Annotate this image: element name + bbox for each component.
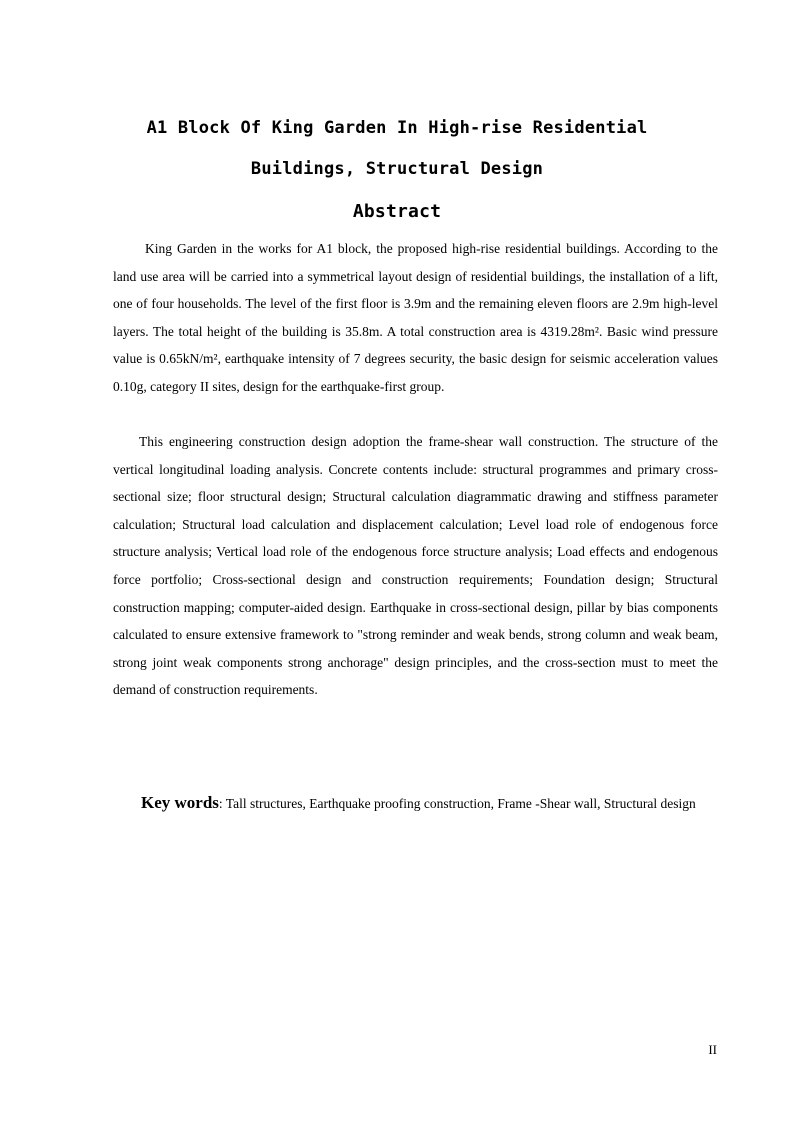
abstract-paragraph-2: This engineering construction design adoption the frame-shear wall construction. The structure of the vertical longitudinal loading analysis. Concrete contents include: structural programmes and primary cross-sectional size; floor structural design; Structural calculation diagrammatic drawing and stiffness parameter calculation; Structural load calculation and displacement calculation; Level load role of endogenous force structure analysis; Vertical load role of the endogenous force structure analysis; Load effects and endogenous force portfolio; Cross-sectional design and construction requirements; Foundation design; Structural construction mapping; computer-aided design. Earthquake in cross-sectional design, pillar by bias components calculated to ensure extensive framework to "strong reminder and weak bends, strong column and weak beam, strong joint weak components strong anchorage" design principles, and the cross-section must to meet the demand of construction requirements. xyxy=(113,434,718,698)
keywords-label: Key words xyxy=(141,793,219,812)
page-number: II xyxy=(708,1042,717,1057)
keywords-text: : Tall structures, Earthquake proofing construction, Frame -Shear wall, Structural design xyxy=(218,796,696,811)
document-title-line-1: A1 Block Of King Garden In High-rise Residential xyxy=(146,118,648,138)
abstract-paragraph-1: King Garden in the works for A1 block, the proposed high-rise residential buildings. According to the land use area will be carried into a symmetrical layout design of residential buildings, the installation of a lift, one of four households. The level of the first floor is 3.9m and the remaining eleven floors are 2.9m high-level layers. The total height of the building is 35.8m. A total construction area is 4319.28m². Basic wind pressure value is 0.65kN/m², earthquake intensity of 7 degrees security, the basic design for seismic acceleration values 0.10g, category II sites, design for the earthquake-first group. xyxy=(113,241,718,394)
abstract-heading: Abstract xyxy=(352,201,442,222)
keywords-paragraph xyxy=(113,789,718,818)
document-title-line-2: Buildings, Structural Design xyxy=(250,159,544,179)
